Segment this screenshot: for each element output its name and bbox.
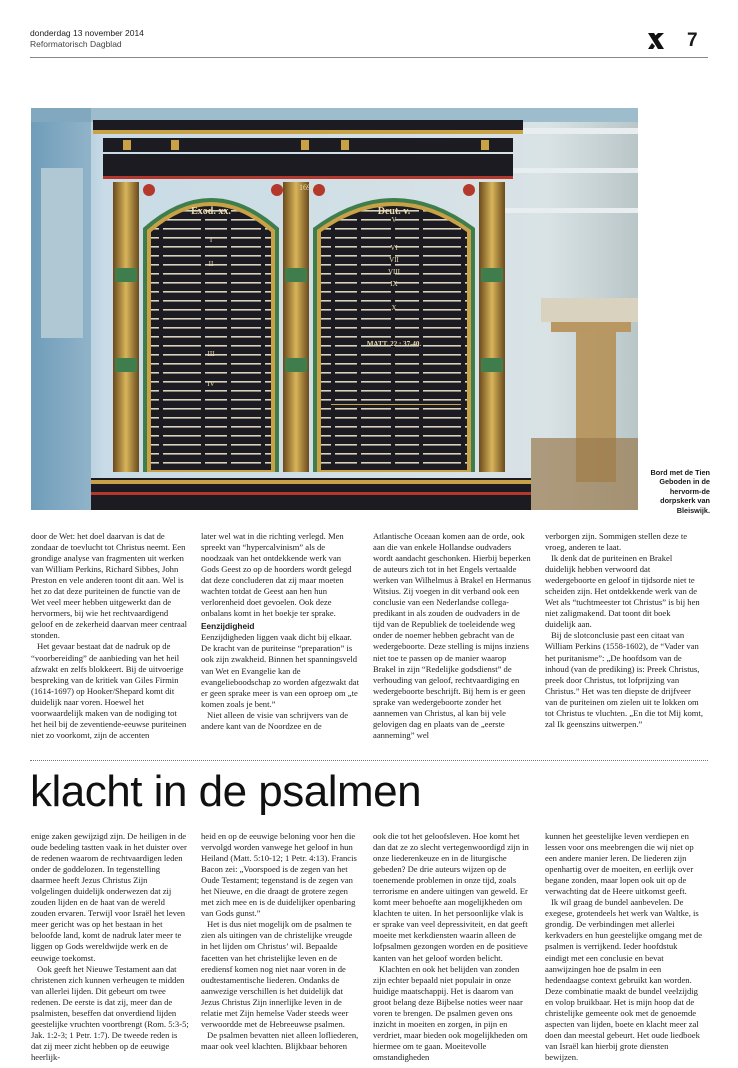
plaque-right-title: Deut. v. bbox=[377, 206, 411, 217]
publication-name: Reformatorisch Dagblad bbox=[30, 39, 122, 49]
upper-column-2 bbox=[201, 531, 359, 732]
commandment-numeral: X bbox=[391, 304, 397, 312]
matthew-reference: MATT. 22 : 37-40. bbox=[366, 340, 422, 348]
commandment-numeral: II bbox=[208, 260, 214, 268]
commandment-numeral: IV bbox=[207, 380, 215, 388]
lower-column-1 bbox=[31, 831, 189, 1063]
commandment-numeral: IX bbox=[390, 280, 398, 288]
commandment-numeral: I bbox=[209, 236, 213, 244]
commandment-numeral: VII bbox=[389, 256, 399, 264]
lower-column-3 bbox=[373, 831, 531, 1063]
commandment-numeral: V bbox=[391, 216, 397, 224]
article-separator bbox=[30, 760, 708, 761]
paragraph: Ik denk dat de puriteinen en Brakel duidelijk hebben verwoord dat wedergeboorte en geloof in tijdsorde niet te scheiden zijn. Het ontdekkende werk van de Wet als “tuchtmeester tot Christus” is bij hen niet zaligmakend. Dat toont dit boek duidelijk aan. bbox=[545, 553, 700, 630]
paragraph: Bij de slotconclusie past een citaat van William Perkins (1558-1602), de “Vader van het puritanisme”: „De hoofdsom van de inhoud (van de prediking) is: Preek Christus, preek door Christus, tot lofprijzing van Christus.” Het was ten diepste de drijfveer van de puriteinen om zielen uit te lokken om tot Christus te vluchten. „En die tot Mij komt, zal Ik geenszins uitwerpen.” bbox=[545, 630, 704, 729]
paragraph: heid en op de eeuwige beloning voor hen die vervolgd worden vanwege het geloof in hun Heiland (Matt. 5:10-12; 1 Petr. 4:13). Francis Bacon zei: „Voorspoed is de zegen van het Oude Testament; tegenstand is de zegen van het Nieuwe, en die draagt de grotere zegen met zich mee en is de duidelijker openbaring van Gods gunst.” bbox=[201, 831, 357, 919]
paragraph: ook die tot het geloofsleven. Hoe komt het dan dat ze zo slecht vertegenwoordigd zijn in onze liederenkeuze en in de liturgische gebeden? De drie auteurs wijzen op de toenemende problemen in onze tijd, zoals terrorisme en andere uitingen van geweld. Er komt meer behoefte aan mogelijkheden om klachten te uiten. In het persoonlijke vlak is er sprake van veel depressiviteit, en dat geeft moeite met kerkdiensten waarin alleen de lofpsalmen gezongen worden en de positieve kanten van het geloof worden belicht. bbox=[373, 831, 529, 963]
upper-column-3 bbox=[373, 531, 531, 741]
commandment-numeral: VI bbox=[390, 244, 398, 252]
paragraph: Eenzijdigheden liggen vaak dicht bij elkaar. De kracht van de puriteinse “preparation” is ook zijn zwakheid. Binnen het spanningsveld van Wet en Evangelie kan de evangelieboodschap zo worden afgezwakt dat er geen sprake meer is van een oproep om „te komen zoals je bent.” bbox=[201, 632, 359, 709]
plaque-year: 1697 bbox=[299, 183, 315, 192]
paragraph: Niet alleen de visie van schrijvers van de andere kant van de Noordzee en de bbox=[201, 709, 349, 731]
plaque-left-title: Exod. xx. bbox=[191, 206, 231, 217]
ten-commandments-photo bbox=[31, 108, 638, 510]
paragraph: verborgen zijn. Sommigen stellen deze te vroeg, anderen te laat. bbox=[545, 531, 688, 553]
photo-caption: Bord met de Tien Geboden in de hervorm-de dorpskerk van Bleiswijk. bbox=[650, 468, 710, 515]
paragraph: Klachten en ook het belijden van zonden zijn echter bepaald niet populair in onze huidige maatschappij. Het is daarom van groot belang deze Bijbelse noties weer naar voren te brengen. De psalmen geven ons inzicht in moeiten en zorgen, in pijn en verdriet, maar bieden ook mogelijkheden om hiermee om te gaan. Moeitevolle omstandigheden bbox=[373, 963, 528, 1062]
paragraph: Ik wil graag de bundel aanbevelen. De exegese, grotendeels het werk van Waltke, is grondig. De verbindingen met allerlei kerkvaders en hun geestelijke omgang met de psalmen is verrijkend. Ieder hoofdstuk eindigt met een conclusie en bevat aanwijzingen hoe de psalm in een hedendaagse context gebruikt kan worden. Deze combinatie maakt de bundel veelzijdig en volop bruikbaar. Het is mijn hoop dat de christelijke gemeente ook met de genoemde aspecten van lijden, boete en klacht meer zal doen dan meestal gebeurt. Het oude liedboek van Israël kan hierbij grote diensten bewijzen. bbox=[545, 897, 703, 1062]
paragraph: De psalmen bevatten niet alleen lofliederen, maar ook veel klachten. Blijkbaar behoren bbox=[201, 1029, 359, 1051]
paragraph: enige zaken gewijzigd zijn. De heiligen in de oude bedeling tastten vaak in het duister over de redenen waarom de rechtvaardigen leden onder de goddelozen. In tegenstelling daarmee heeft Jezus Christus Zijn volgelingen duidelijk onderwezen dat zij zouden lijden en de haat van de wereld zouden ervaren. Terwijl voor Israël het leven meer gericht was op het bestaan in het beloofde land, komt de nadruk later meer te liggen op Gods wereldwijde werk en de eeuwige toekomst. bbox=[31, 831, 187, 963]
publication-logo-icon bbox=[646, 31, 666, 51]
paragraph: door de Wet: het doel daarvan is dat de zondaar de toevlucht tot Christus neemt. Een grondige analyse van fragmenten uit werken van William Perkins, Richard Sibbes, John Preston en vele anderen toont dit aan. Wel is het zo dat deze puriteinen de functie van de Wet veel meer hebben uitgewerkt dan de hervormers, bij wie het rechtvaardigend geloof en de zekerheid daarvan meer centraal stonden. bbox=[31, 531, 188, 641]
page-number: 7 bbox=[687, 30, 698, 51]
issue-date: donderdag 13 november 2014 bbox=[30, 28, 144, 38]
paragraph: Atlantische Oceaan komen aan de orde, ook aan die van enkele Hollandse oudvaders wordt aandacht geschonken. Hierbij beperken de auteurs zich tot in het Engels vertaalde werken van Wilhelmus à Brakel en Hermanus Witsius. Zij voegen in dit verband ook een conclusie van een Nederlandse collega-predikant in als zouden de oudvaders in de tijd van de Republiek de toeleidende weg onder de noemer hebben gebracht van de wedergeboorte. Deze stelling is mijns inziens niet toe te passen op de manier waarop Brakel in zijn “Redelijke godsdienst” de verhouding van geloof, rechtvaardiging en wedergeboorte beschrijft. Bij hem is er geen sprake van wedergeboorte zonder het aannemen van Christus, al kan bij vele gelovigen dag en plaats van de „eerste aanneming” wel bbox=[373, 531, 531, 740]
commandment-numeral: III bbox=[207, 350, 215, 358]
commandment-numeral: VIII bbox=[387, 268, 401, 276]
lower-column-2 bbox=[201, 831, 359, 1052]
paragraph: kunnen het geestelijke leven verdiepen en lessen voor ons meebrengen die wij niet op een andere manier leren. De liederen zijn openhartig over de moeiten, en eerlijk over begane zonden, maar lopen ook uit op de verwachting dat de Heere uitkomst geeft. bbox=[545, 831, 694, 897]
paragraph: Het is dus niet mogelijk om de psalmen te zien als uitingen van de christelijke vreugde in het lijden om Christus’ wil. Bepaalde facetten van het christelijke leven en de erediensf komen nog niet naar voren in de oudtestamentische liederen. Ondanks de aanwezige verschillen is het duidelijk dat Jezus Christus Zijn innerlijke leven in de relatie met Zijn hemelse Vader steeds weer verwoordde met de Hebreeuwse psalmen. bbox=[201, 919, 353, 1029]
paragraph: later wel wat in die richting verlegd. Men spreekt van “hypercalvinism” als de noodzaak van het ontdekkende werk van Gods Geest zo op de hoorders wordt gelegd dat deze concluderen dat zij maar moeten wachten totdat de Geest aan hen hun verlorenheid doet gevoelen. Ook deze onbalans komt in het boekje ter sprake. bbox=[201, 531, 352, 619]
upper-column-4 bbox=[545, 531, 703, 730]
paragraph: Ook geeft het Nieuwe Testament aan dat christenen zich kunnen verheugen te midden van allerlei lijden. Dit gebeurt om twee redenen. De eerste is dat zij, meer dan de psalmisten, beseffen dat onverdiend lijden geestelijke vruchten voortbrengt (Rom. 5:3-5; Jak. 1:2-3; 1 Petr. 1:7). De tweede reden is dat zij meer zicht hebben op de eeuwige heerlijk- bbox=[31, 963, 189, 1062]
article-headline: klacht in de psalmen bbox=[30, 767, 422, 816]
ten-commandments-board-image bbox=[31, 108, 638, 510]
subheading-eenzijdigheid: Eenzijdigheid bbox=[201, 621, 255, 632]
header-rule bbox=[30, 57, 708, 58]
upper-column-1 bbox=[31, 531, 189, 741]
lower-column-4 bbox=[545, 831, 703, 1063]
paragraph: Het gevaar bestaat dat de nadruk op de “voorbereiding” de aanbieding van het heil afzwakt en zelfs blokkeert. Bij de uitvoerige bespreking van de kritiek van Giles Firmin (1614-1697) op Hooker/Shepard komt dit duidelijk naar voren. Hoewel het voorwaardelijk maken van de nodiging tot het heil bij de zeventiende-eeuwse puriteinen niet zo voorkomt, zijn de accenten bbox=[31, 641, 187, 740]
